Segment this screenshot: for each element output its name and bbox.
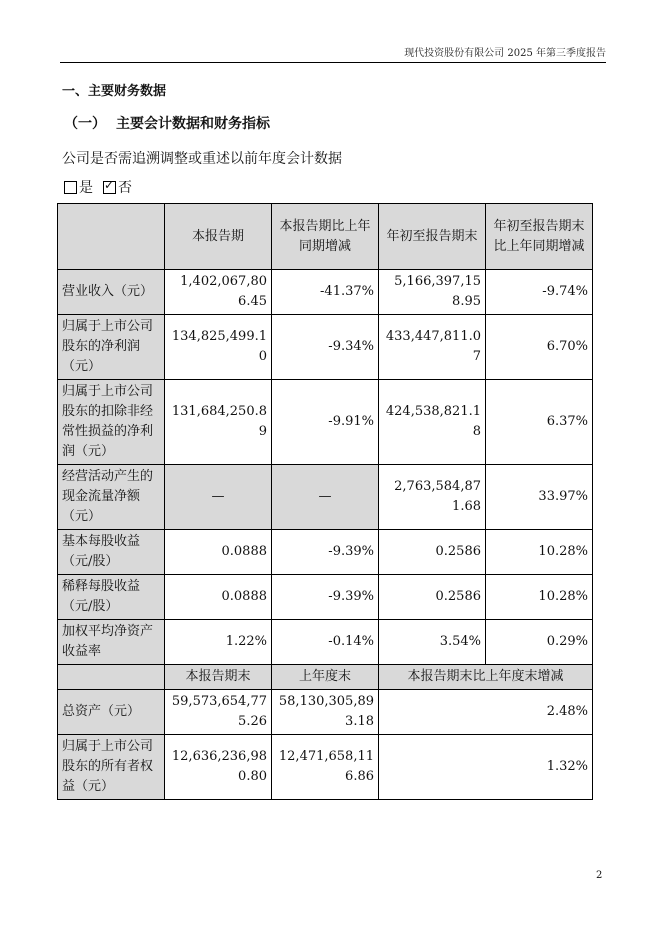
header-current-change: 本报告期比上年同期增减 bbox=[272, 204, 379, 270]
cell-period-end: 59,573,654,775.26 bbox=[165, 690, 272, 735]
row-label: 经营活动产生的现金流量净额（元） bbox=[58, 465, 165, 530]
row-label: 基本每股收益（元/股） bbox=[58, 530, 165, 575]
report-header-title: 现代投资股份有限公司 2025 年第三季度报告 bbox=[404, 48, 606, 59]
header-current-period: 本报告期 bbox=[165, 204, 272, 270]
cell-change: 2.48% bbox=[379, 690, 593, 735]
cell-current-na: — bbox=[165, 465, 272, 530]
cell-ytd-change: 6.37% bbox=[486, 380, 593, 465]
table-row bbox=[58, 465, 593, 530]
cell-ytd: 424,538,821.18 bbox=[379, 380, 486, 465]
cell-ytd: 0.2586 bbox=[379, 530, 486, 575]
cell-ytd: 5,166,397,158.95 bbox=[379, 270, 486, 315]
subheader-prior-year-end: 上年度末 bbox=[272, 665, 379, 690]
row-label: 营业收入（元） bbox=[58, 270, 165, 315]
cell-current: 1.22% bbox=[165, 620, 272, 665]
cell-ytd-change: 0.29% bbox=[486, 620, 593, 665]
cell-current-change-na: — bbox=[272, 465, 379, 530]
cell-ytd-change: 10.28% bbox=[486, 530, 593, 575]
section-heading: 一、主要财务数据 bbox=[62, 84, 167, 99]
table-row bbox=[58, 690, 593, 735]
table-header-row bbox=[58, 204, 593, 270]
cell-ytd-change: 33.97% bbox=[486, 465, 593, 530]
header-divider bbox=[60, 62, 606, 63]
cell-period-end: 12,636,236,980.80 bbox=[165, 735, 272, 800]
table-row bbox=[58, 530, 593, 575]
cell-ytd-change: 6.70% bbox=[486, 315, 593, 380]
financial-data-table bbox=[57, 203, 593, 800]
header-cell-blank bbox=[58, 204, 165, 270]
table-subheader-row bbox=[58, 665, 593, 690]
table-row bbox=[58, 620, 593, 665]
table-row bbox=[58, 270, 593, 315]
cell-prior-year-end: 12,471,658,116.86 bbox=[272, 735, 379, 800]
cell-current: 131,684,250.89 bbox=[165, 380, 272, 465]
no-label: 否 bbox=[118, 180, 132, 196]
cell-current: 1,402,067,806.45 bbox=[165, 270, 272, 315]
header-ytd: 年初至报告期末 bbox=[379, 204, 486, 270]
yes-label: 是 bbox=[79, 180, 93, 196]
table-row bbox=[58, 735, 593, 800]
subheader-cell-blank bbox=[58, 665, 165, 690]
cell-current-change: -9.39% bbox=[272, 575, 379, 620]
table-row bbox=[58, 380, 593, 465]
cell-ytd: 3.54% bbox=[379, 620, 486, 665]
row-label: 归属于上市公司股东的扣除非经常性损益的净利润（元） bbox=[58, 380, 165, 465]
cell-prior-year-end: 58,130,305,893.18 bbox=[272, 690, 379, 735]
cell-current-change: -0.14% bbox=[272, 620, 379, 665]
subsection-heading bbox=[64, 113, 270, 133]
row-label: 加权平均净资产收益率 bbox=[58, 620, 165, 665]
subheader-change: 本报告期末比上年度末增减 bbox=[379, 665, 593, 690]
row-label: 归属于上市公司股东的净利润（元） bbox=[58, 315, 165, 380]
cell-ytd-change: 10.28% bbox=[486, 575, 593, 620]
cell-current: 0.0888 bbox=[165, 530, 272, 575]
cell-ytd: 0.2586 bbox=[379, 575, 486, 620]
no-checkbox-checked[interactable] bbox=[103, 181, 116, 194]
page-number: 2 bbox=[596, 870, 603, 881]
cell-current-change: -9.91% bbox=[272, 380, 379, 465]
restatement-answer bbox=[64, 177, 132, 197]
header-ytd-change: 年初至报告期末比上年同期增减 bbox=[486, 204, 593, 270]
subsection-title: 主要会计数据和财务指标 bbox=[116, 116, 270, 132]
cell-ytd: 2,763,584,871.68 bbox=[379, 465, 486, 530]
restatement-question: 公司是否需追溯调整或重述以前年度会计数据 bbox=[62, 151, 342, 167]
cell-change: 1.32% bbox=[379, 735, 593, 800]
yes-checkbox[interactable] bbox=[64, 181, 77, 194]
subheader-period-end: 本报告期末 bbox=[165, 665, 272, 690]
cell-current-change: -9.39% bbox=[272, 530, 379, 575]
cell-current-change: -9.34% bbox=[272, 315, 379, 380]
cell-ytd-change: -9.74% bbox=[486, 270, 593, 315]
table-row bbox=[58, 315, 593, 380]
row-label: 稀释每股收益（元/股） bbox=[58, 575, 165, 620]
cell-ytd: 433,447,811.07 bbox=[379, 315, 486, 380]
subsection-number: （一） bbox=[64, 116, 106, 132]
cell-current-change: -41.37% bbox=[272, 270, 379, 315]
cell-current: 134,825,499.10 bbox=[165, 315, 272, 380]
row-label: 总资产（元） bbox=[58, 690, 165, 735]
cell-current: 0.0888 bbox=[165, 575, 272, 620]
table-row bbox=[58, 575, 593, 620]
row-label: 归属于上市公司股东的所有者权益（元） bbox=[58, 735, 165, 800]
